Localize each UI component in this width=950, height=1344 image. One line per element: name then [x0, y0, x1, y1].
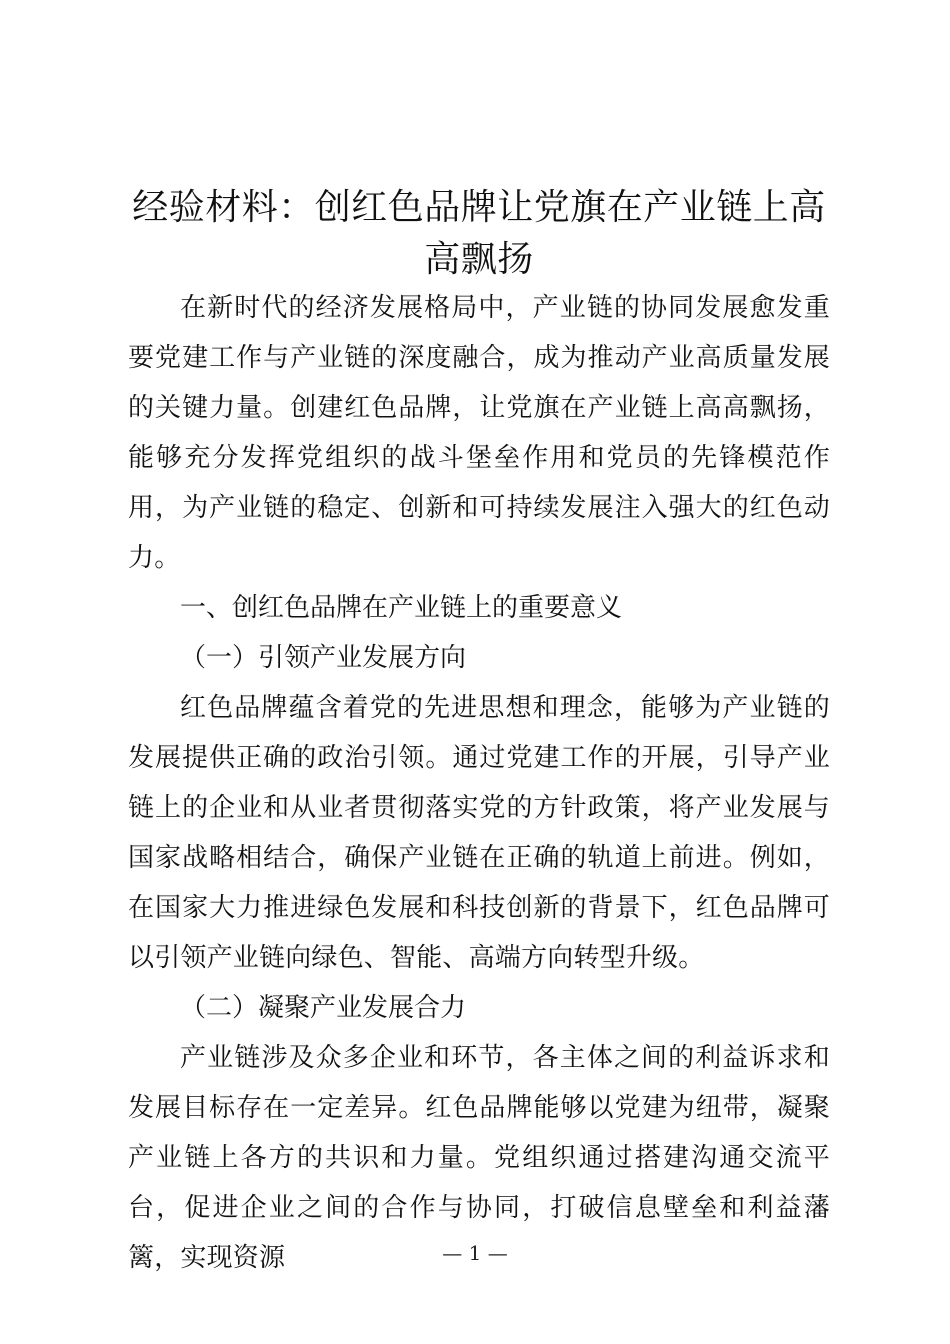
subsection-heading-1: （一）引领产业发展方向	[180, 643, 467, 673]
paragraph-2: 产业链涉及众多企业和环节，各主体之间的利益诉求和发展目标存在一定差异。红色品牌能够以党建为纽带，凝聚产业链上各方的共识和力量。党组织通过搭建沟通交流平台，促进企业之间的合作与协同，打破信息壁垒和利益藩篱，实现资源	[128, 1043, 830, 1273]
document-body	[128, 283, 830, 1283]
subsection-heading-2: （二）凝聚产业发展合力	[180, 993, 467, 1023]
paragraph-1: 红色品牌蕴含着党的先进思想和理念，能够为产业链的发展提供正确的政治引领。通过党建工作的开展，引导产业链上的企业和从业者贯彻落实党的方针政策，将产业发展与国家战略相结合，确保产业链在正确的轨道上前进。例如，在国家大力推进绿色发展和科技创新的背景下，红色品牌可以引领产业链向绿色、智能、高端方向转型升级。	[128, 693, 830, 973]
section-heading-1: 一、创红色品牌在产业链上的重要意义	[180, 593, 623, 623]
page-number: — 1 —	[442, 1241, 508, 1265]
document-title: 经验材料：创红色品牌让党旗在产业链上高高飘扬	[132, 187, 826, 280]
paragraph-intro: 在新时代的经济发展格局中，产业链的协同发展愈发重要党建工作与产业链的深度融合，成为推动产业高质量发展的关键力量。创建红色品牌，让党旗在产业链上高高飘扬，能够充分发挥党组织的战斗堡垒作用和党员的先锋模范作用，为产业链的稳定、创新和可持续发展注入强大的红色动力。	[128, 293, 830, 573]
